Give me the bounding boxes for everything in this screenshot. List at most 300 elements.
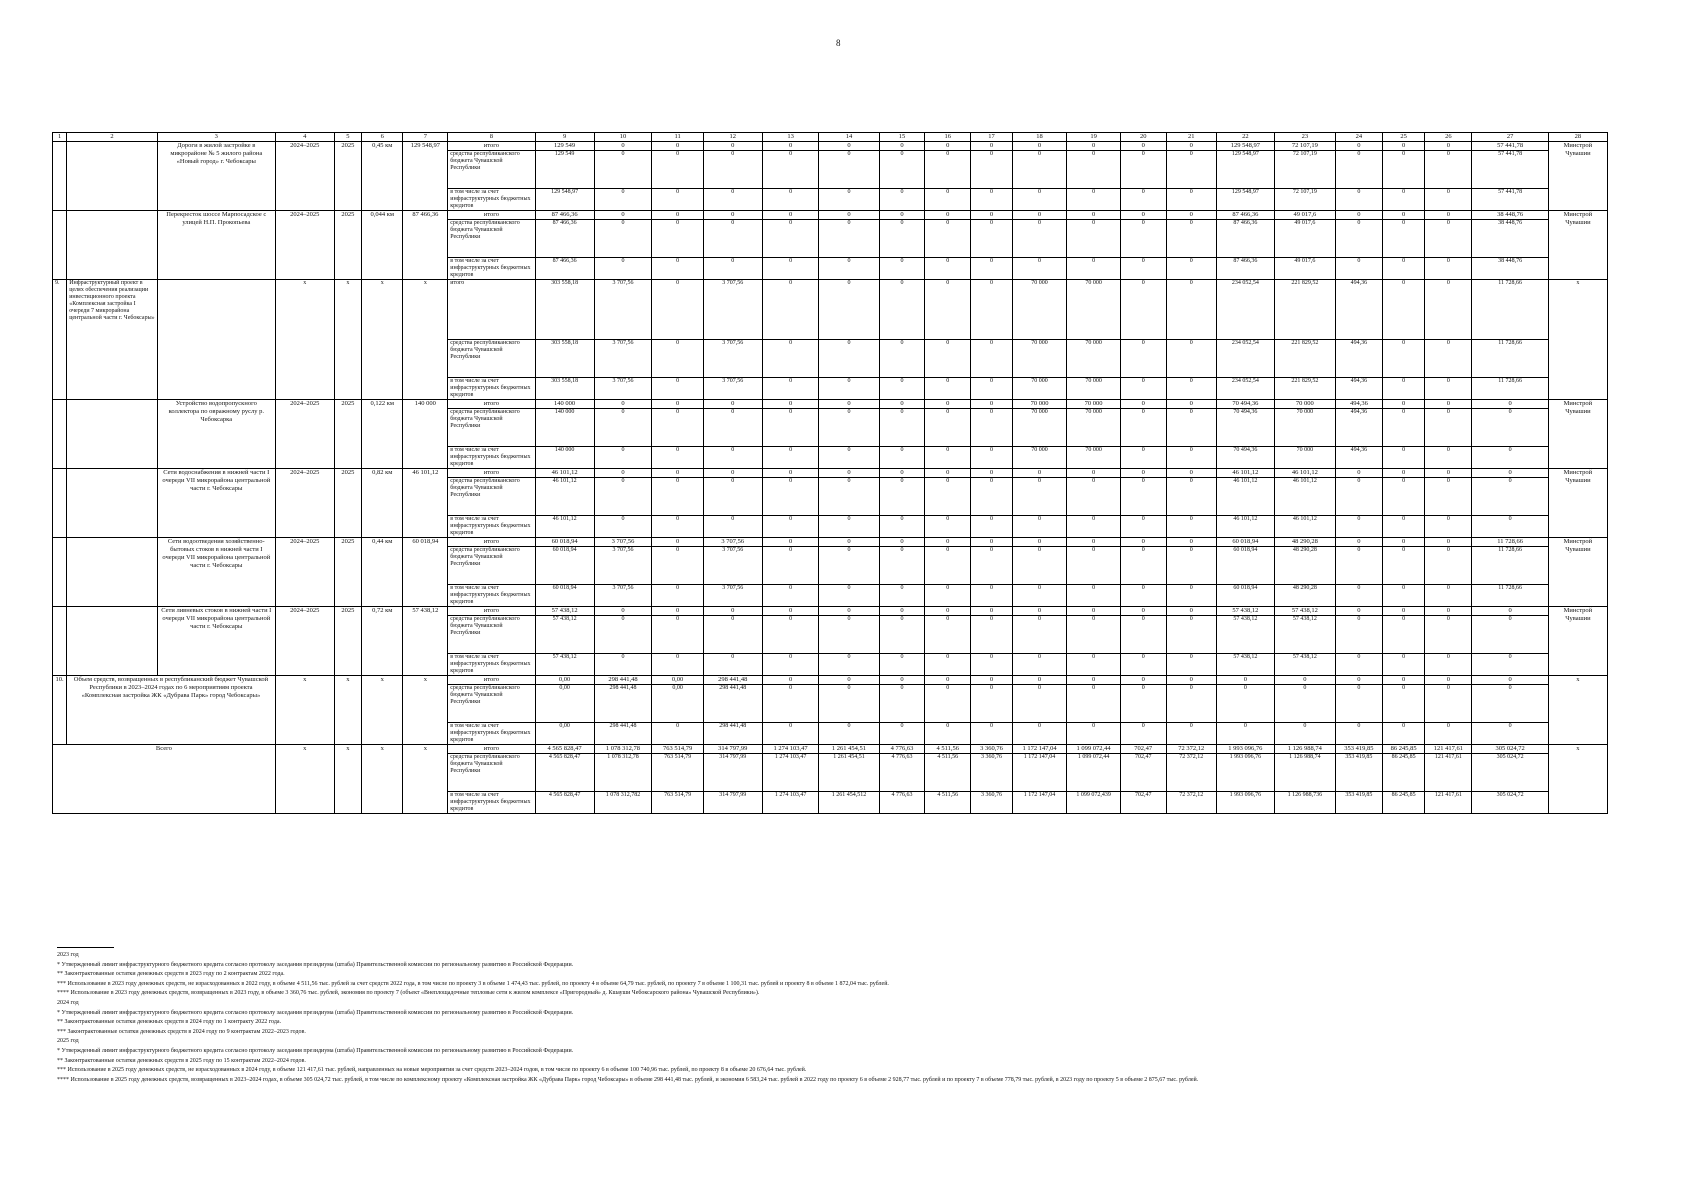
end-year-cell: 2025 <box>334 142 361 211</box>
amount-cell: 70 000 <box>1067 400 1121 409</box>
amount-cell: 0 <box>1166 258 1216 280</box>
amount-cell: 0 <box>762 478 819 516</box>
amount-cell: 0 <box>652 340 703 378</box>
amount-cell: 70 000 <box>1067 447 1121 469</box>
amount-cell: 0 <box>879 220 925 258</box>
amount-cell: 0 <box>925 478 971 516</box>
amount-cell: 57 441,78 <box>1472 142 1548 151</box>
amount-cell: 0 <box>1120 685 1166 723</box>
amount-cell: 0 <box>703 400 762 409</box>
amount-cell: 0 <box>879 723 925 745</box>
funding-source: итого <box>448 745 535 754</box>
column-number: 24 <box>1335 133 1382 142</box>
amount-cell: 298 441,48 <box>703 685 762 723</box>
amount-cell: 0 <box>1382 447 1425 469</box>
amount-cell: 0 <box>1382 258 1425 280</box>
footnote-line: ** Законтрактованные остатки денежных средств в 2025 году по 15 контрактам 2022–2024 годов. <box>57 1057 306 1064</box>
amount-cell: 0 <box>703 211 762 220</box>
column-number: 28 <box>1548 133 1607 142</box>
amount-cell: 1 993 096,76 <box>1216 745 1274 754</box>
amount-cell: 0 <box>652 211 703 220</box>
amount-cell: 0 <box>1120 547 1166 585</box>
amount-cell: 0 <box>1472 516 1548 538</box>
end-year-cell: 2025 <box>334 469 361 538</box>
amount-cell: 0 <box>925 258 971 280</box>
amount-cell: 3 707,56 <box>703 280 762 340</box>
amount-cell: 87 466,36 <box>535 258 594 280</box>
amount-cell: 0 <box>594 516 652 538</box>
amount-cell: 1 172 147,04 <box>1012 754 1067 792</box>
amount-cell: 0 <box>1120 723 1166 745</box>
amount-cell: 0 <box>879 478 925 516</box>
amount-cell: 0 <box>1067 685 1121 723</box>
funding-source: средства республиканского бюджета Чувашской Республики <box>448 754 535 792</box>
table-row <box>53 745 1608 754</box>
amount-cell: 0 <box>762 616 819 654</box>
amount-cell: 3 360,76 <box>971 754 1012 792</box>
amount-cell: 70 000 <box>1274 447 1335 469</box>
amount-cell: 305 024,72 <box>1472 745 1548 754</box>
amount-cell: 3 707,56 <box>703 340 762 378</box>
amount-cell: 46 101,12 <box>535 478 594 516</box>
cost-cell: 87 466,36 <box>403 211 448 280</box>
amount-cell: 0 <box>1425 585 1472 607</box>
footnote-line: 2024 год <box>57 999 79 1006</box>
amount-cell: 0 <box>1166 607 1216 616</box>
amount-cell: 0 <box>652 516 703 538</box>
amount-cell: 0 <box>594 220 652 258</box>
amount-cell: 0 <box>1166 378 1216 400</box>
amount-cell: 0 <box>1382 607 1425 616</box>
amount-cell: 0 <box>971 280 1012 340</box>
amount-cell: 70 000 <box>1012 280 1067 340</box>
amount-cell: 0 <box>1472 723 1548 745</box>
amount-cell: 0 <box>652 547 703 585</box>
project-name: Объем средств, возвращенных в республиканский бюджет Чувашской Республики в 2023–2024 годах по 6 мероприятиям проекта «Комплексная застройка ЖК «Дубрава Парк» город Чебоксары» <box>67 676 276 745</box>
amount-cell: 0 <box>652 654 703 676</box>
amount-cell: 0 <box>703 616 762 654</box>
amount-cell: 0 <box>1382 478 1425 516</box>
row-number <box>53 142 67 211</box>
amount-cell: 0 <box>1382 378 1425 400</box>
amount-cell: 0 <box>1067 258 1121 280</box>
amount-cell: 0 <box>1166 189 1216 211</box>
amount-cell: 72 107,19 <box>1274 189 1335 211</box>
cost-cell: x <box>403 676 448 745</box>
amount-cell: 0 <box>1166 723 1216 745</box>
amount-cell: 0 <box>1472 607 1548 616</box>
amount-cell: 38 448,76 <box>1472 220 1548 258</box>
amount-cell: 0 <box>1166 211 1216 220</box>
amount-cell: 0 <box>1274 685 1335 723</box>
amount-cell: 0 <box>925 685 971 723</box>
amount-cell: 0 <box>1425 378 1472 400</box>
column-number: 22 <box>1216 133 1274 142</box>
amount-cell: 314 797,99 <box>703 745 762 754</box>
amount-cell: 140 000 <box>535 409 594 447</box>
amount-cell: 0 <box>652 280 703 340</box>
amount-cell: 0 <box>1012 151 1067 189</box>
amount-cell: 0 <box>762 516 819 538</box>
column-number: 21 <box>1166 133 1216 142</box>
amount-cell: 0 <box>879 151 925 189</box>
object-name: Перекресток шоссе Марпосадское с улицей Н.П. Прокопьева <box>157 211 275 280</box>
amount-cell: 0 <box>1120 538 1166 547</box>
amount-cell: 0 <box>762 151 819 189</box>
amount-cell: 0 <box>594 142 652 151</box>
amount-cell: 86 245,85 <box>1382 792 1425 814</box>
amount-cell: 0 <box>1120 516 1166 538</box>
end-year-cell: x <box>334 280 361 400</box>
amount-cell: 0 <box>971 469 1012 478</box>
amount-cell: 0 <box>1335 616 1382 654</box>
amount-cell: 0 <box>1425 469 1472 478</box>
amount-cell: 0 <box>1472 447 1548 469</box>
amount-cell: 0 <box>971 547 1012 585</box>
amount-cell: 0 <box>1012 547 1067 585</box>
project-name: Инфраструктурный проект в целях обеспечения реализации инвестиционного проекта «Комплексная застройка I очереди 7 микрорайона центральной части г. Чебоксары» <box>67 280 158 400</box>
amount-cell: 1 993 096,76 <box>1216 792 1274 814</box>
capacity-cell: 0,82 км <box>361 469 402 538</box>
amount-cell: 0 <box>762 469 819 478</box>
amount-cell: 11 728,66 <box>1472 547 1548 585</box>
amount-cell: 0 <box>594 258 652 280</box>
amount-cell: 60 018,94 <box>535 585 594 607</box>
project-name <box>67 469 158 538</box>
amount-cell: 0 <box>971 676 1012 685</box>
amount-cell: 0 <box>703 478 762 516</box>
table-row <box>53 142 1608 151</box>
amount-cell: 0 <box>971 378 1012 400</box>
row-number: 10. <box>53 676 67 745</box>
amount-cell: 702,47 <box>1120 745 1166 754</box>
amount-cell: 140 000 <box>535 400 594 409</box>
amount-cell: 0 <box>925 616 971 654</box>
amount-cell: 0 <box>1382 616 1425 654</box>
amount-cell: 0 <box>1012 142 1067 151</box>
footnote-line: * Утвержденный лимит инфраструктурного бюджетного кредита согласно протоколу заседания президиума (штаба) Правительственной комиссии по региональному развитию в Российской Федерации. <box>57 1047 574 1054</box>
amount-cell: 11 728,66 <box>1472 280 1548 340</box>
amount-cell: 70 000 <box>1012 340 1067 378</box>
amount-cell: 46 101,12 <box>535 516 594 538</box>
amount-cell: 60 018,94 <box>1216 547 1274 585</box>
object-name: Сети водоотведения хозяйственно-бытовых стоков в нижней части I очереди VII микрорайона центральной части г. Чебоксары <box>157 538 275 607</box>
amount-cell: 0 <box>925 538 971 547</box>
amount-cell: 0 <box>762 211 819 220</box>
amount-cell: 0 <box>1067 211 1121 220</box>
amount-cell: 0 <box>762 547 819 585</box>
amount-cell: 0 <box>1425 142 1472 151</box>
cost-cell: 140 000 <box>403 400 448 469</box>
amount-cell: 0 <box>819 258 879 280</box>
years-cell: 2024–2025 <box>275 538 334 607</box>
amount-cell: 0 <box>819 151 879 189</box>
amount-cell: 0 <box>879 340 925 378</box>
amount-cell: 0 <box>1382 142 1425 151</box>
amount-cell: 0 <box>819 676 879 685</box>
amount-cell: 0 <box>703 409 762 447</box>
amount-cell: 0 <box>1166 516 1216 538</box>
amount-cell: 0 <box>652 409 703 447</box>
amount-cell: 0 <box>1166 585 1216 607</box>
amount-cell: 0 <box>1335 685 1382 723</box>
amount-cell: 70 000 <box>1012 378 1067 400</box>
amount-cell: 72 372,12 <box>1166 745 1216 754</box>
amount-cell: 70 000 <box>1067 340 1121 378</box>
amount-cell: 0 <box>879 516 925 538</box>
capacity-cell: x <box>361 745 402 814</box>
amount-cell: 702,47 <box>1120 754 1166 792</box>
amount-cell: 0 <box>971 616 1012 654</box>
amount-cell: 0 <box>1216 723 1274 745</box>
amount-cell: 0 <box>819 142 879 151</box>
amount-cell: 0 <box>1120 151 1166 189</box>
amount-cell: 1 126 988,736 <box>1274 792 1335 814</box>
cost-cell: 46 101,12 <box>403 469 448 538</box>
amount-cell: 0 <box>971 685 1012 723</box>
amount-cell: 0,00 <box>535 723 594 745</box>
years-cell: x <box>275 280 334 400</box>
amount-cell: 87 466,36 <box>1216 258 1274 280</box>
amount-cell: 0 <box>1335 220 1382 258</box>
responsible-cell: Минстрой Чувашии <box>1548 211 1607 280</box>
amount-cell: 0 <box>1120 211 1166 220</box>
funding-source: в том числе за счет инфраструктурных бюджетных кредитов <box>448 378 535 400</box>
amount-cell: 57 441,78 <box>1472 189 1548 211</box>
amount-cell: 0 <box>1382 211 1425 220</box>
amount-cell: 0 <box>971 516 1012 538</box>
amount-cell: 0 <box>703 469 762 478</box>
amount-cell: 0 <box>879 211 925 220</box>
amount-cell: 0 <box>879 378 925 400</box>
years-cell: 2024–2025 <box>275 142 334 211</box>
amount-cell: 0 <box>1067 607 1121 616</box>
amount-cell: 0 <box>1274 676 1335 685</box>
footnote-line: * Утвержденный лимит инфраструктурного бюджетного кредита согласно протоколу заседания президиума (штаба) Правительственной комиссии по региональному развитию в Российской Федерации. <box>57 1009 574 1016</box>
footnote-rule <box>57 947 114 948</box>
amount-cell: 0 <box>1120 340 1166 378</box>
capacity-cell: x <box>361 280 402 400</box>
amount-cell: 0 <box>1472 400 1548 409</box>
amount-cell: 46 101,12 <box>1274 469 1335 478</box>
amount-cell: 0 <box>762 723 819 745</box>
amount-cell: 0 <box>879 547 925 585</box>
amount-cell: 70 000 <box>1067 409 1121 447</box>
amount-cell: 129 549 <box>535 142 594 151</box>
amount-cell: 1 261 454,512 <box>819 792 879 814</box>
amount-cell: 0 <box>1425 538 1472 547</box>
amount-cell: 494,36 <box>1335 447 1382 469</box>
amount-cell: 0 <box>703 258 762 280</box>
amount-cell: 70 000 <box>1012 400 1067 409</box>
funding-source: средства республиканского бюджета Чувашской Республики <box>448 409 535 447</box>
amount-cell: 0 <box>1425 400 1472 409</box>
amount-cell: 4 565 828,47 <box>535 754 594 792</box>
amount-cell: 494,36 <box>1335 378 1382 400</box>
column-number-row <box>53 133 1608 142</box>
amount-cell: 0 <box>1166 447 1216 469</box>
funding-source: средства республиканского бюджета Чувашской Республики <box>448 616 535 654</box>
amount-cell: 0 <box>1166 220 1216 258</box>
amount-cell: 11 728,66 <box>1472 585 1548 607</box>
amount-cell: 1 172 147,04 <box>1012 792 1067 814</box>
amount-cell: 57 438,12 <box>535 654 594 676</box>
total-label: Всего <box>53 745 276 814</box>
amount-cell: 0 <box>1382 400 1425 409</box>
column-number: 18 <box>1012 133 1067 142</box>
amount-cell: 0 <box>971 607 1012 616</box>
column-number: 5 <box>334 133 361 142</box>
amount-cell: 0 <box>1425 723 1472 745</box>
amount-cell: 0 <box>703 607 762 616</box>
amount-cell: 4 776,63 <box>879 745 925 754</box>
column-number: 15 <box>879 133 925 142</box>
footnote-line: ** Законтрактованные остатки денежных средств в 2024 году по 1 контракту 2022 года. <box>57 1019 282 1026</box>
funding-source: средства республиканского бюджета Чувашской Республики <box>448 340 535 378</box>
amount-cell: 46 101,12 <box>1274 516 1335 538</box>
amount-cell: 0 <box>1120 220 1166 258</box>
amount-cell: 0 <box>1120 654 1166 676</box>
amount-cell: 57 438,12 <box>1216 607 1274 616</box>
amount-cell: 221 829,52 <box>1274 378 1335 400</box>
amount-cell: 3 707,56 <box>594 340 652 378</box>
funding-source: итого <box>448 400 535 409</box>
amount-cell: 0 <box>1166 538 1216 547</box>
years-cell: x <box>275 676 334 745</box>
amount-cell: 0 <box>1012 723 1067 745</box>
amount-cell: 0 <box>819 516 879 538</box>
amount-cell: 0 <box>1425 654 1472 676</box>
amount-cell: 0 <box>762 378 819 400</box>
amount-cell: 0 <box>925 723 971 745</box>
amount-cell: 0 <box>1120 258 1166 280</box>
amount-cell: 0 <box>925 400 971 409</box>
amount-cell: 1 274 103,47 <box>762 792 819 814</box>
amount-cell: 3 707,56 <box>594 378 652 400</box>
amount-cell: 0 <box>703 142 762 151</box>
amount-cell: 87 466,36 <box>1216 220 1274 258</box>
column-number: 25 <box>1382 133 1425 142</box>
amount-cell: 0 <box>1382 469 1425 478</box>
amount-cell: 11 728,66 <box>1472 538 1548 547</box>
amount-cell: 0 <box>762 189 819 211</box>
amount-cell: 0 <box>1382 676 1425 685</box>
amount-cell: 11 728,66 <box>1472 378 1548 400</box>
amount-cell: 0 <box>1335 142 1382 151</box>
amount-cell: 0 <box>925 151 971 189</box>
amount-cell: 353 419,85 <box>1335 754 1382 792</box>
amount-cell: 46 101,12 <box>535 469 594 478</box>
amount-cell: 0 <box>819 280 879 340</box>
column-number: 14 <box>819 133 879 142</box>
amount-cell: 0 <box>1382 516 1425 538</box>
funding-source: средства республиканского бюджета Чувашской Республики <box>448 151 535 189</box>
amount-cell: 0 <box>1166 676 1216 685</box>
funding-source: итого <box>448 142 535 151</box>
amount-cell: 70 494,36 <box>1216 400 1274 409</box>
amount-cell: 0 <box>819 616 879 654</box>
amount-cell: 1 126 988,74 <box>1274 754 1335 792</box>
amount-cell: 0 <box>1425 478 1472 516</box>
amount-cell: 0 <box>1472 616 1548 654</box>
capacity-cell: 0,122 км <box>361 400 402 469</box>
amount-cell: 0 <box>925 654 971 676</box>
amount-cell: 0 <box>1067 478 1121 516</box>
amount-cell: 0 <box>1120 676 1166 685</box>
amount-cell: 763 514,79 <box>652 754 703 792</box>
amount-cell: 0 <box>879 400 925 409</box>
amount-cell: 0 <box>1382 723 1425 745</box>
amount-cell: 49 017,6 <box>1274 258 1335 280</box>
amount-cell: 0 <box>652 447 703 469</box>
amount-cell: 0 <box>1382 340 1425 378</box>
amount-cell: 0 <box>1067 220 1121 258</box>
amount-cell: 0 <box>1425 151 1472 189</box>
amount-cell: 3 360,76 <box>971 745 1012 754</box>
amount-cell: 0 <box>1425 616 1472 654</box>
amount-cell: 763 514,79 <box>652 792 703 814</box>
amount-cell: 0 <box>819 685 879 723</box>
amount-cell: 72 372,12 <box>1166 754 1216 792</box>
amount-cell: 0 <box>1472 469 1548 478</box>
row-number: 9. <box>53 280 67 400</box>
amount-cell: 0 <box>819 189 879 211</box>
amount-cell: 0 <box>1120 478 1166 516</box>
amount-cell: 4 776,63 <box>879 792 925 814</box>
amount-cell: 702,47 <box>1120 792 1166 814</box>
amount-cell: 494,36 <box>1335 340 1382 378</box>
amount-cell: 0 <box>762 607 819 616</box>
amount-cell: 0 <box>652 469 703 478</box>
amount-cell: 57 438,12 <box>1274 654 1335 676</box>
amount-cell: 0 <box>1166 400 1216 409</box>
amount-cell: 0 <box>1382 189 1425 211</box>
row-number <box>53 211 67 280</box>
amount-cell: 48 290,28 <box>1274 547 1335 585</box>
amount-cell: 0 <box>1335 547 1382 585</box>
responsible-cell: Минстрой Чувашии <box>1548 607 1607 676</box>
amount-cell: 70 494,36 <box>1216 447 1274 469</box>
amount-cell: 46 101,12 <box>1274 478 1335 516</box>
amount-cell: 4 511,56 <box>925 792 971 814</box>
amount-cell: 0 <box>879 616 925 654</box>
amount-cell: 0 <box>1382 685 1425 723</box>
amount-cell: 129 549 <box>535 151 594 189</box>
amount-cell: 0 <box>1067 469 1121 478</box>
amount-cell: 0,00 <box>652 676 703 685</box>
funding-source: в том числе за счет инфраструктурных бюджетных кредитов <box>448 723 535 745</box>
funding-source: итого <box>448 280 535 340</box>
amount-cell: 0 <box>925 378 971 400</box>
amount-cell: 0 <box>1335 211 1382 220</box>
amount-cell: 49 017,6 <box>1274 211 1335 220</box>
amount-cell: 0 <box>971 220 1012 258</box>
responsible-cell: x <box>1548 676 1607 745</box>
amount-cell: 0 <box>762 142 819 151</box>
object-name: Устройство водопропускного коллектора по овражному руслу р. Чебоксарка <box>157 400 275 469</box>
amount-cell: 0 <box>819 585 879 607</box>
amount-cell: 0 <box>1472 654 1548 676</box>
amount-cell: 0 <box>1067 142 1121 151</box>
amount-cell: 0 <box>925 607 971 616</box>
footnote-line: 2023 год <box>57 952 79 958</box>
amount-cell: 46 101,12 <box>1216 478 1274 516</box>
amount-cell: 0,00 <box>652 685 703 723</box>
amount-cell: 0 <box>594 607 652 616</box>
amount-cell: 0,00 <box>535 685 594 723</box>
amount-cell: 0 <box>925 676 971 685</box>
amount-cell: 0 <box>1425 340 1472 378</box>
